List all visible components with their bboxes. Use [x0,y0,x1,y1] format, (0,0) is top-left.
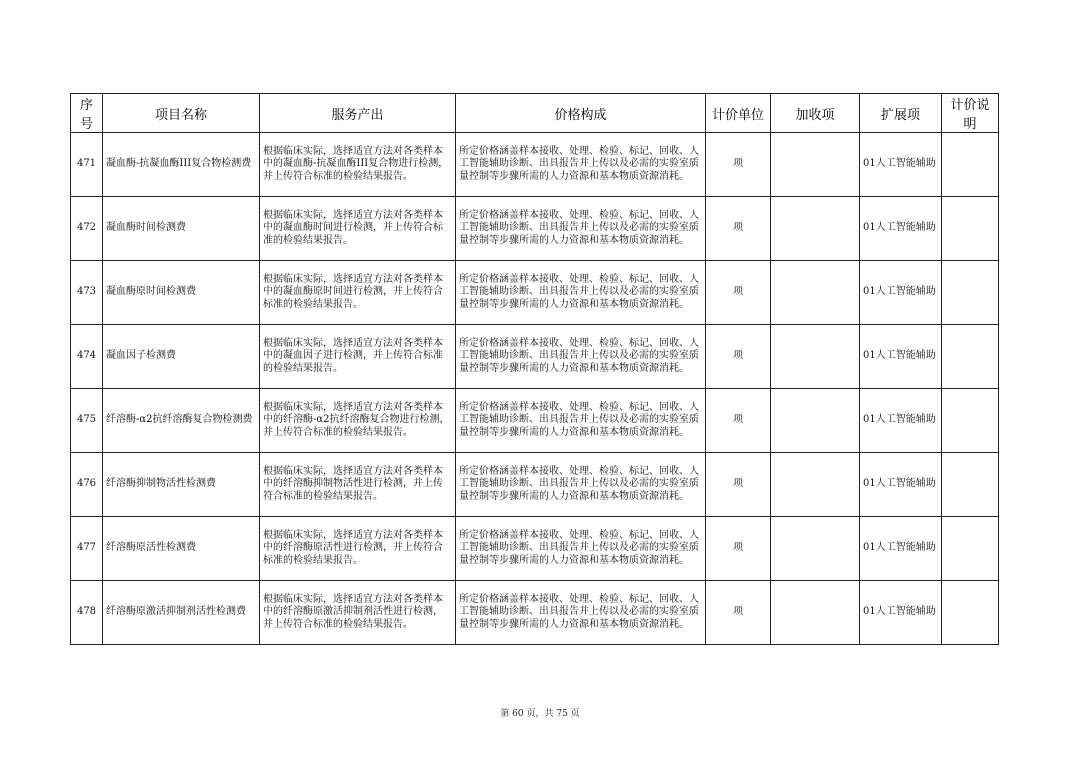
row-output: 根据临床实际，选择适宜方法对各类样本中的凝血因子进行检测，并上传符合标准的检验结果报告。 [260,325,456,389]
row-unit: 项 [706,517,771,581]
row-name: 凝血酶-抗凝血酶III复合物检测费 [103,133,260,197]
price-table-container [70,93,998,645]
header-row [71,94,999,133]
table-row [71,133,999,197]
row-unit: 项 [706,581,771,645]
row-no: 477 [71,517,103,581]
row-no: 472 [71,197,103,261]
row-output: 根据临床实际，选择适宜方法对各类样本中的纤溶酶原激活抑制剂活性进行检测，并上传符合标准的检验结果报告。 [260,581,456,645]
row-name: 纤溶酶-α2抗纤溶酶复合物检测费 [103,389,260,453]
row-note [942,453,999,517]
row-unit: 项 [706,261,771,325]
row-output: 根据临床实际，选择适宜方法对各类样本中的凝血酶原时间进行检测，并上传符合标准的检验结果报告。 [260,261,456,325]
page-number: 第 60 页，共 75 页 [500,709,580,719]
row-output: 根据临床实际，选择适宜方法对各类样本中的凝血酶时间进行检测，并上传符合标准的检验结果报告。 [260,197,456,261]
row-output: 根据临床实际，选择适宜方法对各类样本中的纤溶酶原活性进行检测，并上传符合标准的检验结果报告。 [260,517,456,581]
row-note [942,133,999,197]
row-name: 纤溶酶抑制物活性检测费 [103,453,260,517]
row-ext: 01人工智能辅助 [860,517,942,581]
row-name: 凝血酶时间检测费 [103,197,260,261]
table-row [71,389,999,453]
table-row [71,261,999,325]
row-extra [771,453,860,517]
row-no: 475 [71,389,103,453]
row-output: 根据临床实际，选择适宜方法对各类样本中的纤溶酶-α2抗纤溶酶复合物进行检测，并上传符合标准的检验结果报告。 [260,389,456,453]
row-price: 所定价格涵盖样本接收、处理、检验、标记、回收、人工智能辅助诊断、出具报告并上传以及必需的实验室质量控制等步骤所需的人力资源和基本物质资源消耗。 [456,517,706,581]
row-note [942,389,999,453]
row-name: 纤溶酶原激活抑制剂活性检测费 [103,581,260,645]
row-price: 所定价格涵盖样本接收、处理、检验、标记、回收、人工智能辅助诊断、出具报告并上传以及必需的实验室质量控制等步骤所需的人力资源和基本物质资源消耗。 [456,133,706,197]
row-output: 根据临床实际，选择适宜方法对各类样本中的纤溶酶抑制物活性进行检测，并上传符合标准的检验结果报告。 [260,453,456,517]
table-row [71,197,999,261]
row-extra [771,389,860,453]
row-price: 所定价格涵盖样本接收、处理、检验、标记、回收、人工智能辅助诊断、出具报告并上传以及必需的实验室质量控制等步骤所需的人力资源和基本物质资源消耗。 [456,261,706,325]
header-name: 项目名称 [103,94,260,133]
row-no: 473 [71,261,103,325]
row-no: 471 [71,133,103,197]
header-no: 序号 [71,94,103,133]
row-no: 476 [71,453,103,517]
row-extra [771,517,860,581]
row-unit: 项 [706,133,771,197]
row-unit: 项 [706,453,771,517]
row-note [942,581,999,645]
row-ext: 01人工智能辅助 [860,197,942,261]
row-ext: 01人工智能辅助 [860,389,942,453]
row-extra [771,197,860,261]
row-name: 凝血酶原时间检测费 [103,261,260,325]
row-ext: 01人工智能辅助 [860,453,942,517]
row-price: 所定价格涵盖样本接收、处理、检验、标记、回收、人工智能辅助诊断、出具报告并上传以及必需的实验室质量控制等步骤所需的人力资源和基本物质资源消耗。 [456,453,706,517]
row-price: 所定价格涵盖样本接收、处理、检验、标记、回收、人工智能辅助诊断、出具报告并上传以及必需的实验室质量控制等步骤所需的人力资源和基本物质资源消耗。 [456,389,706,453]
header-extra: 加收项 [771,94,860,133]
row-extra [771,325,860,389]
row-price: 所定价格涵盖样本接收、处理、检验、标记、回收、人工智能辅助诊断、出具报告并上传以及必需的实验室质量控制等步骤所需的人力资源和基本物质资源消耗。 [456,581,706,645]
header-price: 价格构成 [456,94,706,133]
table-row [71,581,999,645]
row-name: 纤溶酶原活性检测费 [103,517,260,581]
header-unit: 计价单位 [706,94,771,133]
header-output: 服务产出 [260,94,456,133]
row-ext: 01人工智能辅助 [860,325,942,389]
row-ext: 01人工智能辅助 [860,261,942,325]
row-extra [771,261,860,325]
row-extra [771,133,860,197]
row-unit: 项 [706,197,771,261]
row-extra [771,581,860,645]
table-row [71,325,999,389]
row-unit: 项 [706,325,771,389]
row-note [942,197,999,261]
row-ext: 01人工智能辅助 [860,581,942,645]
row-output: 根据临床实际，选择适宜方法对各类样本中的凝血酶-抗凝血酶III复合物进行检测，并上传符合标准的检验结果报告。 [260,133,456,197]
row-note [942,325,999,389]
row-name: 凝血因子检测费 [103,325,260,389]
header-ext: 扩展项 [860,94,942,133]
header-note: 计价说明 [942,94,999,133]
price-table [70,93,999,645]
row-note [942,261,999,325]
row-price: 所定价格涵盖样本接收、处理、检验、标记、回收、人工智能辅助诊断、出具报告并上传以及必需的实验室质量控制等步骤所需的人力资源和基本物质资源消耗。 [456,197,706,261]
row-price: 所定价格涵盖样本接收、处理、检验、标记、回收、人工智能辅助诊断、出具报告并上传以及必需的实验室质量控制等步骤所需的人力资源和基本物质资源消耗。 [456,325,706,389]
row-no: 478 [71,581,103,645]
table-row [71,453,999,517]
row-no: 474 [71,325,103,389]
row-unit: 项 [706,389,771,453]
table-row [71,517,999,581]
row-ext: 01人工智能辅助 [860,133,942,197]
row-note [942,517,999,581]
